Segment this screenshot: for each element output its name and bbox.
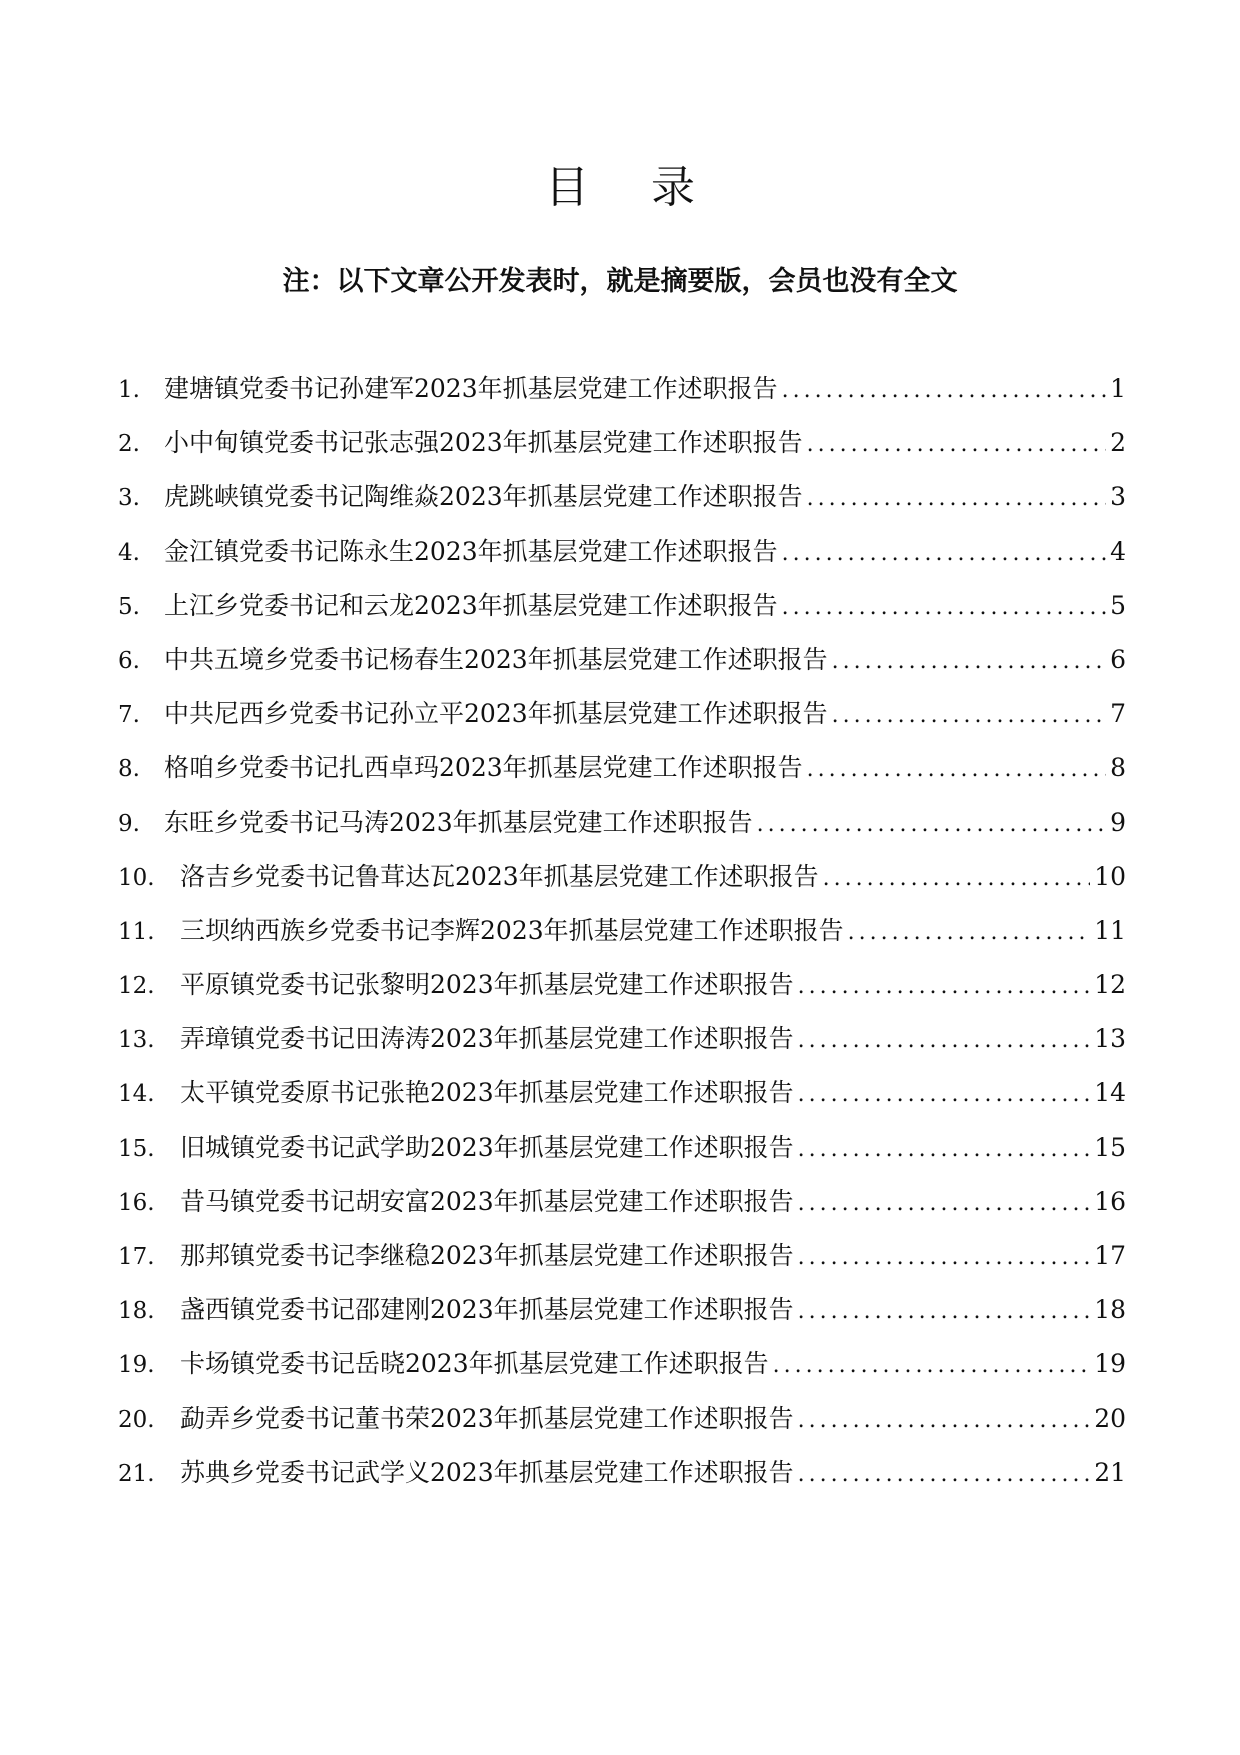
toc-entry-page-number: 1 [1110,374,1126,403]
toc-entry-number: 13. [118,1027,155,1054]
toc-entry-title[interactable]: 中共尼西乡党委书记孙立平2023年抓基层党建工作述职报告 [164,699,828,729]
note: 注：以下文章公开发表时，就是摘要版，会员也没有全文 [282,266,958,297]
toc-entry[interactable] [118,1236,1126,1290]
toc-entry-page-number: 9 [1110,807,1126,837]
toc-dot-leader [807,479,1106,519]
toc-entry-title[interactable]: 建塘镇党委书记孙建军2023年抓基层党建工作述职报告 [164,374,778,403]
toc-entry[interactable] [118,748,1126,802]
toc-entry-page-number: 2 [1110,428,1126,458]
toc-dot-leader [798,967,1091,1007]
toc-entry-number: 9. [118,810,140,837]
toc-entry-page-number: 21 [1094,1457,1126,1487]
toc-entry-number: 8. [118,756,140,783]
toc-entry[interactable] [118,1128,1126,1182]
toc-entry[interactable] [118,965,1126,1019]
toc-entry-page-number: 11 [1094,915,1126,945]
toc-entry-page-number: 15 [1094,1132,1126,1162]
page-title: 目 录 [545,162,719,213]
toc-entry-title[interactable]: 苏典乡党委书记武学义2023年抓基层党建工作述职报告 [180,1457,794,1487]
toc-entry-title[interactable]: 三坝纳西族乡党委书记李辉2023年抓基层党建工作述职报告 [180,915,844,945]
toc-dot-leader [807,750,1106,790]
toc-dot-leader [798,1238,1091,1278]
toc-entry[interactable] [118,1019,1126,1073]
toc-entry-title[interactable]: 勐弄乡党委书记董书荣2023年抓基层党建工作述职报告 [180,1403,794,1433]
toc-dot-leader [848,913,1091,953]
toc-entry-title[interactable]: 昔马镇党委书记胡安富2023年抓基层党建工作述职报告 [180,1186,794,1216]
toc-entry[interactable] [118,803,1126,857]
toc-entry-number: 3. [118,485,140,512]
toc-dot-leader [782,371,1106,411]
toc-dot-leader [773,1346,1091,1386]
toc-entry[interactable] [118,1073,1126,1127]
toc-entry-page-number: 4 [1110,536,1126,566]
toc-entry-title[interactable]: 格咱乡党委书记扎西卓玛2023年抓基层党建工作述职报告 [164,753,803,783]
toc-dot-leader [807,425,1106,465]
toc-entry[interactable] [118,532,1126,586]
toc-entry-page-number: 8 [1110,753,1126,783]
toc-dot-leader [782,534,1106,574]
toc-entry-title[interactable]: 弄璋镇党委书记田涛涛2023年抓基层党建工作述职报告 [180,1024,794,1054]
toc-entry-title[interactable]: 盏西镇党委书记邵建刚2023年抓基层党建工作述职报告 [180,1295,794,1325]
toc-entry-page-number: 13 [1094,1024,1126,1054]
toc-entry-page-number: 12 [1094,970,1126,1000]
toc-dot-leader [757,805,1106,845]
toc-entry[interactable] [118,586,1126,640]
toc-dot-leader [798,1021,1091,1061]
toc-entry-title[interactable]: 旧城镇党委书记武学助2023年抓基层党建工作述职报告 [180,1132,794,1162]
toc-entry[interactable] [118,911,1126,965]
toc-entry[interactable] [118,1182,1126,1236]
toc-entry[interactable] [118,640,1126,694]
toc-dot-leader [798,1401,1091,1441]
toc-entry-title[interactable]: 平原镇党委书记张黎明2023年抓基层党建工作述职报告 [180,970,794,1000]
toc-entry-page-number: 5 [1110,590,1126,620]
toc-entry[interactable] [118,857,1126,911]
toc-entry-title[interactable]: 洛吉乡党委书记鲁茸达瓦2023年抓基层党建工作述职报告 [180,861,819,891]
toc-entry-number: 4. [118,539,140,566]
toc-entry-title[interactable]: 东旺乡党委书记马涛2023年抓基层党建工作述职报告 [164,807,753,837]
toc-entry-title[interactable]: 上江乡党委书记和云龙2023年抓基层党建工作述职报告 [164,590,778,620]
toc-entry-number: 1. [118,377,140,403]
toc-entry[interactable] [118,1290,1126,1344]
toc-entry-number: 12. [118,973,155,1000]
toc-dot-leader [798,1455,1091,1495]
toc-dot-leader [832,696,1106,736]
toc-entry[interactable] [118,1344,1126,1398]
toc-entry-page-number: 3 [1110,482,1126,512]
toc-entry-page-number: 18 [1094,1295,1126,1325]
toc-entry-title[interactable]: 卡场镇党委书记岳晓2023年抓基层党建工作述职报告 [180,1349,769,1379]
toc-entry-number: 5. [118,593,140,620]
toc-entry-number: 17. [118,1244,155,1270]
toc-entry-number: 19. [118,1352,155,1379]
toc-entry-title[interactable]: 虎跳峡镇党委书记陶维焱2023年抓基层党建工作述职报告 [164,482,803,512]
toc-entry[interactable] [118,369,1126,423]
toc-entry-page-number: 17 [1094,1241,1126,1270]
toc-dot-leader [832,642,1106,682]
toc-entry[interactable] [118,694,1126,748]
toc-entry-page-number: 20 [1094,1403,1126,1433]
toc-entry-number: 7. [118,702,140,729]
toc-entry-page-number: 14 [1094,1078,1126,1108]
toc-dot-leader [798,1292,1091,1332]
toc-dot-leader [798,1184,1091,1224]
toc-entry-title[interactable]: 中共五境乡党委书记杨春生2023年抓基层党建工作述职报告 [164,644,828,674]
toc-entry-title[interactable]: 小中甸镇党委书记张志强2023年抓基层党建工作述职报告 [164,428,803,458]
toc-entry-title[interactable]: 太平镇党委原书记张艳2023年抓基层党建工作述职报告 [180,1078,794,1108]
toc-entry-number: 10. [118,864,155,891]
toc-entry[interactable] [118,1453,1126,1507]
toc-entry[interactable] [118,1399,1126,1453]
toc-entry-number: 21. [118,1460,155,1487]
toc-entry-number: 14. [118,1081,155,1108]
toc-entry-page-number: 6 [1110,644,1126,674]
toc-entry-page-number: 16 [1094,1186,1126,1216]
toc-entry-number: 20. [118,1406,155,1433]
toc-entry-number: 2. [118,431,140,458]
toc-entry[interactable] [118,423,1126,477]
toc-entry-number: 15. [118,1135,155,1162]
toc-entry-page-number: 19 [1094,1349,1126,1379]
toc-entry-number: 18. [118,1298,155,1325]
toc-entry-number: 11. [118,918,155,945]
toc-dot-leader [798,1130,1091,1170]
toc-entry[interactable] [118,477,1126,531]
toc-entry-number: 16. [118,1189,155,1216]
toc-entry-title[interactable]: 那邦镇党委书记李继稳2023年抓基层党建工作述职报告 [180,1241,794,1270]
toc-dot-leader [782,588,1106,628]
table-of-contents [118,369,1126,1507]
toc-dot-leader [823,859,1091,899]
toc-entry-number: 6. [118,647,140,674]
toc-entry-title[interactable]: 金江镇党委书记陈永生2023年抓基层党建工作述职报告 [164,536,778,566]
toc-entry-page-number: 10 [1094,861,1126,891]
toc-dot-leader [798,1075,1091,1115]
toc-entry-page-number: 7 [1110,699,1126,729]
